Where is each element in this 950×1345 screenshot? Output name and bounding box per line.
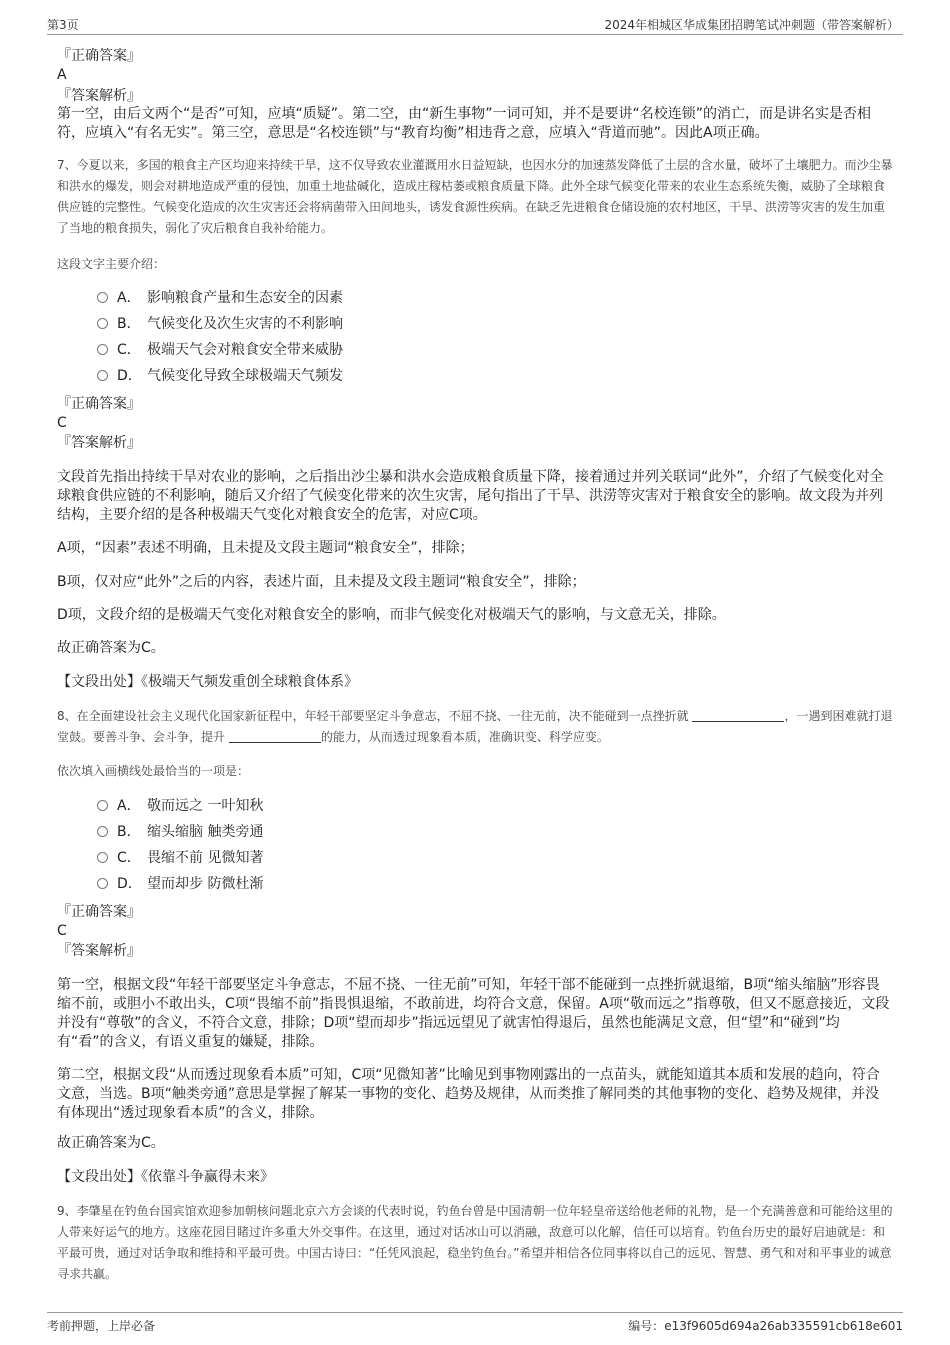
document-id: 编号：e13f9605d694a26ab335591cb618e601 [628,1319,903,1333]
q7-option-b[interactable]: B． 气候变化及次生灾害的不利影响 [97,313,343,335]
q8-option-b[interactable]: B． 缩头缩脑 触类旁通 [97,821,263,843]
q8-conclusion: 故正确答案为C。 [57,1135,165,1151]
q7-analysis-b: B项，仅对应“此外”之后的内容，表述片面，且未提及文段主题词“粮食安全”，排除； [57,574,586,590]
q6-answer: A [57,67,67,83]
q7-option-d[interactable]: D． 气候变化导致全球极端天气频发 [97,365,343,387]
q7-source: 【文段出处】《极端天气频发重创全球粮食体系》 [57,674,358,690]
radio-icon[interactable] [97,344,108,355]
page-header [47,12,903,35]
q8-stem: 8、在全面建设社会主义现代化国家新征程中，年轻干部要坚定斗争意志，不屈不挠、一往无前，决不能碰到一点挫折就 ，一遇到困难就打退堂鼓。要善斗争、会斗争，提升 的能力，从而透过现象看本质，准确识变、科学应变。 [57,709,893,744]
document-title: 2024年相城区华成集团招聘笔试冲刺题（带答案解析） [604,18,899,32]
q8-option-c[interactable]: C． 畏缩不前 见微知著 [97,847,263,869]
radio-icon[interactable] [97,826,108,837]
q7-analysis-d: D项，文段介绍的是极端天气变化对粮食安全的影响，而非气候变化对极端天气的影响，与文意无关，排除。 [57,607,726,623]
q8-prompt: 依次填入画横线处最恰当的一项是： [57,764,250,778]
q8-option-d[interactable]: D． 望而却步 防微杜渐 [97,873,263,895]
q7-analysis-main: 文段首先指出持续干旱对农业的影响，之后指出沙尘暴和洪水会造成粮食质量下降，接着通过并列关联词“此外”，介绍了气候变化对全球粮食供应链的不利影响，随后又介绍了气候变化带来的次生灾害，尾句指出了干旱、洪涝等灾害对于粮食安全的影响。故文段为并列结构，主要介绍的是各种极端天气变化对粮食安全的危害，对应C项。 [57,469,884,523]
blank-line [692,709,784,722]
q8-analysis-1: 第一空，根据文段“年轻干部要坚定斗争意志，不屈不挠、一往无前”可知，年轻干部不能碰到一点挫折就退缩，B项“缩头缩脑”形容畏缩不前，或胆小不敢出头，C项“畏缩不前”指畏惧退缩，不敢前进，均符合文意，保留。A项“敬而远之”指尊敬，但又不愿意接近，文段并没有“尊敬”的含义，不符合文意，排除；D项“望而却步”指远远望见了就害怕得退后，虽然也能满足文意，但“望”和“碰到”均有“看”的含义，有语义重复的嫌疑，排除。 [57,977,890,1050]
q7-analysis-label: 『答案解析』 [57,435,141,451]
q9-stem: 9、李肇星在钓鱼台国宾馆欢迎参加朝核问题北京六方会谈的代表时说，钓鱼台曾是中国清朝一位年轻皇帝送给他老师的礼物，是一个充满善意和可能给这里的人带来好运气的地方。这座花园目睹过许多重大外交事件。在这里，通过对话冰山可以消融，敌意可以化解，信任可以培育。钓鱼台历史的最好启迪就是：和平最可贵，通过对话争取和维持和平最可贵。中国古诗曰：“任凭风浪起，稳坐钓鱼台。”希望并相信各位同事将以自己的远见、智慧、勇气和对和平事业的诚意寻求共赢。 [57,1204,893,1281]
q7-stem: 7、今夏以来，多国的粮食主产区均迎来持续干旱，这不仅导致农业灌溉用水日益短缺，也因水分的加速蒸发降低了土层的含水量，破坏了土壤肥力。而沙尘暴和洪水的爆发，则会对耕地造成严重的侵蚀，加重土地盐碱化，造成庄稼枯萎或粮食质量下降。此外全球气候变化带来的农业生态系统失衡，威胁了全球粮食供应链的完整性。气候变化造成的次生灾害还会将病菌带入田间地头，诱发食源性疾病。在缺乏先进粮食仓储设施的农村地区，干旱、洪涝等灾害的发生加重了当地的粮食损失，弱化了灾后粮食自我补给能力。 [57,158,893,235]
q6-analysis-label: 『答案解析』 [57,88,141,104]
radio-icon[interactable] [97,852,108,863]
q7-option-c[interactable]: C． 极端天气会对粮食安全带来威胁 [97,339,343,361]
q8-answer: C [57,923,67,939]
q7-answer-label: 『正确答案』 [57,396,141,412]
q8-analysis-label: 『答案解析』 [57,943,141,959]
page-footer [47,1312,903,1339]
radio-icon[interactable] [97,878,108,889]
q6-analysis: 第一空，由后文两个“是否”可知，应填“质疑”。第二空，由“新生事物”一词可知，并不是要讲“名校连锁”的消亡，而是讲名实是否相符，应填入“有名无实”。第三空，意思是“名校连锁”与“教育均衡”相违背之意，应填入“背道而驰”。因此A项正确。 [57,106,872,141]
radio-icon[interactable] [97,800,108,811]
q8-source: 【文段出处】《依靠斗争赢得未来》 [57,1169,274,1185]
q6-answer-label: 『正确答案』 [57,48,141,64]
footer-slogan: 考前押题，上岸必备 [47,1319,156,1333]
blank-line [229,730,321,743]
radio-icon[interactable] [97,370,108,381]
q7-conclusion: 故正确答案为C。 [57,640,165,656]
q8-answer-label: 『正确答案』 [57,904,141,920]
q7-analysis-a: A项，“因素”表述不明确，且未提及文段主题词“粮食安全”，排除； [57,540,474,556]
page-number: 第3页 [47,18,79,32]
q7-option-a[interactable]: A． 影响粮食产量和生态安全的因素 [97,287,343,309]
radio-icon[interactable] [97,292,108,303]
q7-prompt: 这段文字主要介绍： [57,257,166,271]
q7-answer: C [57,415,67,431]
radio-icon[interactable] [97,318,108,329]
q8-option-a[interactable]: A． 敬而远之 一叶知秋 [97,795,263,817]
q8-analysis-2: 第二空，根据文段“从而透过现象看本质”可知，C项“见微知著”比喻见到事物刚露出的一点苗头，就能知道其本质和发展的趋向，符合文意，当选。B项“触类旁通”意思是掌握了解某一事物的变化、趋势及规律，从而类推了解同类的其他事物的变化、趋势及规律，并没有体现出“透过现象看本质”的含义，排除。 [57,1067,880,1121]
